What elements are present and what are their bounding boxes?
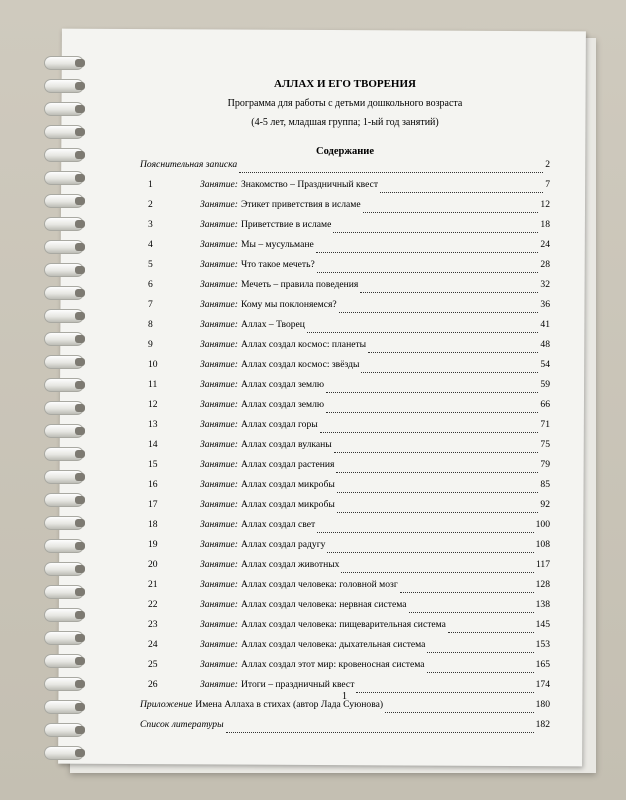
spiral-binding xyxy=(44,44,94,764)
lesson-number: 4 xyxy=(148,239,153,250)
lesson-title: Аллах создал космос: звёзды xyxy=(240,359,360,370)
punch-hole xyxy=(75,450,85,458)
lesson-page: 117 xyxy=(535,559,550,570)
lesson-number: 8 xyxy=(148,319,153,330)
punch-hole xyxy=(75,611,85,619)
punch-hole xyxy=(75,151,85,159)
toc-row xyxy=(140,359,550,379)
lesson-page: 100 xyxy=(535,519,550,530)
toc-row xyxy=(140,279,550,299)
lesson-page: 153 xyxy=(535,639,550,650)
leader-dots xyxy=(307,332,538,333)
lesson-title: Аллах создал этот мир: кровеносная система xyxy=(240,659,425,670)
leader-dots xyxy=(363,212,539,213)
lesson-number: 13 xyxy=(148,419,158,430)
lesson-title: Итоги – праздничный квест xyxy=(240,679,355,690)
appendix-text: Имена Аллаха в стихах (автор Лада Суюнова) xyxy=(195,699,384,710)
leader-dots xyxy=(317,272,539,273)
page-content xyxy=(140,78,550,739)
lesson-keyword: Занятие: xyxy=(200,539,238,550)
toc-row xyxy=(140,659,550,679)
lesson-page: 24 xyxy=(540,239,550,250)
lesson-title: Кому мы поклоняемся? xyxy=(240,299,337,310)
toc-row xyxy=(140,319,550,339)
lesson-keyword: Занятие: xyxy=(200,179,238,190)
toc-row xyxy=(140,619,550,639)
punch-hole xyxy=(75,726,85,734)
toc-row xyxy=(140,599,550,619)
lesson-number: 10 xyxy=(148,359,158,370)
lesson-number: 16 xyxy=(148,479,158,490)
toc-row xyxy=(140,439,550,459)
leader-dots xyxy=(400,592,534,593)
document-title: АЛЛАХ И ЕГО ТВОРЕНИЯ xyxy=(274,78,416,90)
leader-dots xyxy=(361,372,538,373)
lesson-title: Аллах создал человека: дыхательная система xyxy=(240,639,426,650)
leader-dots xyxy=(336,472,538,473)
toc-row xyxy=(140,379,550,399)
lesson-page: 7 xyxy=(545,179,550,190)
lesson-page: 75 xyxy=(540,439,550,450)
lesson-keyword: Занятие: xyxy=(200,619,238,630)
lesson-page: 128 xyxy=(535,579,550,590)
lesson-number: 25 xyxy=(148,659,158,670)
toc-row xyxy=(140,419,550,439)
lesson-page: 71 xyxy=(540,419,550,430)
toc-row xyxy=(140,399,550,419)
leader-dots xyxy=(427,652,533,653)
lesson-page: 85 xyxy=(540,479,550,490)
lesson-keyword: Занятие: xyxy=(200,199,238,210)
bibliography-label: Список литературы xyxy=(140,719,224,730)
lesson-title: Аллах создал животных xyxy=(240,559,340,570)
lesson-number: 24 xyxy=(148,639,158,650)
lesson-keyword: Занятие: xyxy=(200,479,238,490)
leader-dots xyxy=(316,252,539,253)
lesson-title: Аллах создал радугу xyxy=(240,539,326,550)
lesson-page: 28 xyxy=(540,259,550,270)
lesson-title: Аллах создал человека: пищеварительная система xyxy=(240,619,446,630)
lesson-title: Мы – мусульмане xyxy=(240,239,314,250)
lesson-keyword: Занятие: xyxy=(200,299,238,310)
lesson-keyword: Занятие: xyxy=(200,339,238,350)
leader-dots xyxy=(360,292,538,293)
appendix-page: 180 xyxy=(535,699,550,710)
lesson-number: 9 xyxy=(148,339,153,350)
lesson-number: 22 xyxy=(148,599,158,610)
leader-dots xyxy=(239,172,543,173)
toc-row xyxy=(140,559,550,579)
lesson-title: Аллах создал микробы xyxy=(240,499,335,510)
lesson-page: 32 xyxy=(540,279,550,290)
leader-dots xyxy=(339,312,539,313)
intro-label: Пояснительная записка xyxy=(140,159,238,170)
lesson-page: 108 xyxy=(535,539,550,550)
lesson-page: 59 xyxy=(540,379,550,390)
punch-hole xyxy=(75,59,85,67)
lesson-number: 12 xyxy=(148,399,158,410)
lesson-keyword: Занятие: xyxy=(200,499,238,510)
lesson-number: 15 xyxy=(148,459,158,470)
punch-hole xyxy=(75,634,85,642)
punch-hole xyxy=(75,358,85,366)
lesson-title: Аллах создал микробы xyxy=(240,479,335,490)
lesson-number: 14 xyxy=(148,439,158,450)
lesson-keyword: Занятие: xyxy=(200,319,238,330)
lesson-title: Аллах создал вулканы xyxy=(240,439,332,450)
lesson-title: Аллах создал горы xyxy=(240,419,318,430)
document-subtitle: Программа для работы с детьми дошкольного возраста xyxy=(227,98,463,109)
lesson-keyword: Занятие: xyxy=(200,379,238,390)
leader-dots xyxy=(385,712,534,713)
lesson-number: 20 xyxy=(148,559,158,570)
lesson-keyword: Занятие: xyxy=(200,359,238,370)
intro-page: 2 xyxy=(545,159,550,170)
punch-hole xyxy=(75,703,85,711)
lesson-keyword: Занятие: xyxy=(200,639,238,650)
lesson-keyword: Занятие: xyxy=(200,439,238,450)
punch-hole xyxy=(75,220,85,228)
table-of-contents xyxy=(140,159,550,699)
lesson-keyword: Занятие: xyxy=(200,559,238,570)
leader-dots xyxy=(380,192,543,193)
lesson-keyword: Занятие: xyxy=(200,419,238,430)
lesson-number: 2 xyxy=(148,199,153,210)
lesson-title: Мечеть – правила поведения xyxy=(240,279,359,290)
punch-hole xyxy=(75,197,85,205)
leader-dots xyxy=(326,412,538,413)
lesson-page: 92 xyxy=(540,499,550,510)
punch-hole xyxy=(75,266,85,274)
leader-dots xyxy=(337,492,539,493)
leader-dots xyxy=(448,632,534,633)
leader-dots xyxy=(356,692,533,693)
lesson-number: 7 xyxy=(148,299,153,310)
leader-dots xyxy=(317,532,533,533)
toc-row-appendix xyxy=(140,699,550,719)
leader-dots xyxy=(226,732,534,733)
toc-row xyxy=(140,459,550,479)
lesson-page: 79 xyxy=(540,459,550,470)
toc-row-bibliography xyxy=(140,719,550,739)
lesson-keyword: Занятие: xyxy=(200,659,238,670)
lesson-title: Знакомство – Праздничный квест xyxy=(240,179,379,190)
toc-row xyxy=(140,259,550,279)
lesson-page: 66 xyxy=(540,399,550,410)
lesson-number: 23 xyxy=(148,619,158,630)
leader-dots xyxy=(427,672,534,673)
lesson-keyword: Занятие: xyxy=(200,239,238,250)
lesson-number: 18 xyxy=(148,519,158,530)
toc-row xyxy=(140,579,550,599)
lesson-number: 11 xyxy=(148,379,158,390)
lesson-number: 21 xyxy=(148,579,158,590)
punch-hole xyxy=(75,680,85,688)
punch-hole xyxy=(75,542,85,550)
lesson-page: 41 xyxy=(540,319,550,330)
lesson-title: Аллах создал человека: нервная система xyxy=(240,599,407,610)
lesson-title: Аллах создал землю xyxy=(240,379,325,390)
punch-hole xyxy=(75,404,85,412)
lesson-title: Аллах создал человека: головной мозг xyxy=(240,579,398,590)
leader-dots xyxy=(368,352,538,353)
punch-hole xyxy=(75,427,85,435)
punch-hole xyxy=(75,588,85,596)
leader-dots xyxy=(326,392,538,393)
punch-hole xyxy=(75,519,85,527)
punch-hole xyxy=(75,496,85,504)
lesson-title: Аллах создал растения xyxy=(240,459,335,470)
page-number: 1 xyxy=(342,691,347,702)
leader-dots xyxy=(409,612,534,613)
lesson-keyword: Занятие: xyxy=(200,259,238,270)
punch-hole xyxy=(75,82,85,90)
lesson-keyword: Занятие: xyxy=(200,599,238,610)
toc-row xyxy=(140,499,550,519)
punch-hole xyxy=(75,473,85,481)
toc-row xyxy=(140,219,550,239)
toc-row xyxy=(140,179,550,199)
leader-dots xyxy=(333,232,538,233)
lesson-keyword: Занятие: xyxy=(200,679,238,690)
lesson-page: 145 xyxy=(535,619,550,630)
lesson-keyword: Занятие: xyxy=(200,219,238,230)
punch-hole xyxy=(75,289,85,297)
punch-hole xyxy=(75,128,85,136)
lesson-title: Аллах создал землю xyxy=(240,399,325,410)
punch-hole xyxy=(75,657,85,665)
lesson-title: Аллах – Творец xyxy=(240,319,305,330)
leader-dots xyxy=(341,572,533,573)
lesson-number: 26 xyxy=(148,679,158,690)
lesson-number: 3 xyxy=(148,219,153,230)
lesson-page: 48 xyxy=(540,339,550,350)
leader-dots xyxy=(320,432,539,433)
lesson-title: Приветствие в исламе xyxy=(240,219,332,230)
toc-row xyxy=(140,299,550,319)
punch-hole xyxy=(75,565,85,573)
lesson-title: Аллах создал свет xyxy=(240,519,316,530)
lesson-title: Что такое мечеть? xyxy=(240,259,315,270)
punch-hole xyxy=(75,335,85,343)
toc-row xyxy=(140,519,550,539)
punch-hole xyxy=(75,312,85,320)
lesson-title: Этикет приветствия в исламе xyxy=(240,199,361,210)
lesson-keyword: Занятие: xyxy=(200,399,238,410)
leader-dots xyxy=(334,452,539,453)
toc-row xyxy=(140,239,550,259)
punch-hole xyxy=(75,105,85,113)
lesson-page: 18 xyxy=(540,219,550,230)
lesson-page: 138 xyxy=(535,599,550,610)
punch-hole xyxy=(75,243,85,251)
toc-heading: Содержание xyxy=(316,146,374,157)
lesson-page: 174 xyxy=(535,679,550,690)
lesson-number: 6 xyxy=(148,279,153,290)
punch-hole xyxy=(75,749,85,757)
leader-dots xyxy=(327,552,533,553)
lesson-keyword: Занятие: xyxy=(200,519,238,530)
lesson-number: 19 xyxy=(148,539,158,550)
lesson-page: 54 xyxy=(540,359,550,370)
toc-row xyxy=(140,339,550,359)
toc-row xyxy=(140,539,550,559)
lesson-number: 17 xyxy=(148,499,158,510)
toc-row-intro xyxy=(140,159,550,179)
lesson-number: 1 xyxy=(148,179,153,190)
lesson-number: 5 xyxy=(148,259,153,270)
punch-hole xyxy=(75,381,85,389)
punch-hole xyxy=(75,174,85,182)
group-info: (4-5 лет, младшая группа; 1-ый год занятий) xyxy=(251,117,439,128)
lesson-page: 36 xyxy=(540,299,550,310)
appendix-label: Приложение xyxy=(140,699,193,710)
leader-dots xyxy=(337,512,539,513)
bibliography-page: 182 xyxy=(535,719,550,730)
lesson-keyword: Занятие: xyxy=(200,579,238,590)
toc-row xyxy=(140,639,550,659)
lesson-keyword: Занятие: xyxy=(200,459,238,470)
toc-footer xyxy=(140,699,550,739)
lesson-title: Аллах создал космос: планеты xyxy=(240,339,367,350)
toc-row xyxy=(140,199,550,219)
lesson-page: 12 xyxy=(540,199,550,210)
lesson-page: 165 xyxy=(535,659,550,670)
lesson-keyword: Занятие: xyxy=(200,279,238,290)
toc-row xyxy=(140,479,550,499)
